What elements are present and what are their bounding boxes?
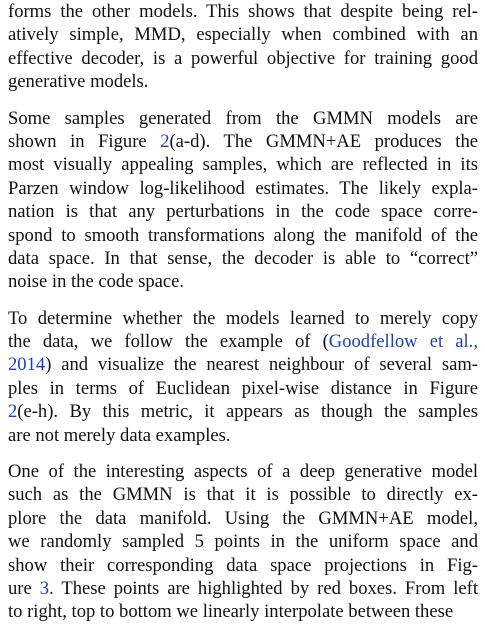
text-line [8, 23, 478, 46]
text-segment: One of the interesting aspects of a deep generative model [8, 461, 478, 483]
text-segment: ure [8, 577, 40, 599]
text-segment: data space. In that sense, the decoder is able to “correct” [8, 247, 478, 269]
paragraph-2 [8, 107, 478, 294]
reference-link[interactable]: 2 [8, 401, 18, 423]
text-segment: forms the other models. This shows that despite being rel- [8, 1, 478, 22]
text-line [8, 483, 478, 506]
text-segment: to right, top to bottom we linearly interpolate between these [8, 601, 454, 623]
text-line [8, 353, 478, 376]
text-line [8, 224, 478, 247]
text-segment: shown in Figure [8, 130, 161, 152]
text-segment: effective decoder, is a powerful objective for training good [8, 47, 478, 69]
text-line [8, 247, 478, 270]
text-line [8, 377, 478, 400]
text-segment: are not merely data examples. [8, 424, 231, 446]
paragraph-gap [8, 447, 478, 460]
reference-link[interactable]: 3 [39, 577, 50, 599]
text-line [8, 153, 478, 176]
paper-text-column [8, 0, 478, 624]
text-segment: generative models. [8, 71, 149, 93]
text-line [8, 424, 478, 447]
text-segment: To determine whether the models learned to merely copy [8, 307, 478, 329]
text-segment: the data, we follow the example of ( [8, 331, 329, 353]
text-line [8, 200, 478, 223]
text-segment: most visually appealing samples, which are reflected in its [8, 154, 478, 176]
reference-link[interactable]: 2014 [8, 354, 46, 376]
text-line [8, 330, 478, 353]
text-segment: (e-h). By this metric, it appears as though the samples [17, 401, 478, 423]
text-line [8, 270, 478, 293]
paragraph-4 [8, 460, 478, 624]
reference-link[interactable]: 2 [160, 130, 170, 152]
text-line [8, 600, 478, 623]
text-segment: Some samples generated from the GMMN models are [8, 107, 478, 129]
text-segment: noise in the code space. [8, 271, 185, 293]
text-line [8, 307, 478, 330]
text-line [8, 530, 478, 553]
text-line [8, 507, 478, 530]
text-segment: plore the data manifold. Using the GMMN+AE model, [8, 507, 478, 529]
text-segment: (a-d). The GMMN+AE produces the [169, 130, 479, 152]
paragraph-3 [8, 307, 478, 447]
text-line [8, 460, 478, 483]
paragraph-1 [8, 0, 478, 94]
text-line [8, 0, 478, 23]
text-segment: we randomly sampled 5 points in the uniform space and [8, 531, 478, 553]
text-line [8, 554, 478, 577]
text-segment: nation is that any perturbations in the code space corre- [8, 201, 478, 223]
text-segment: ) and visualize the nearest neighbour of several sam- [45, 354, 478, 376]
text-line [8, 130, 478, 153]
text-line [8, 47, 478, 70]
text-line [8, 107, 478, 130]
text-segment: show their corresponding data space projections in Fig- [8, 554, 478, 576]
paragraph-gap [8, 94, 478, 107]
text-segment: ples in terms of Euclidean pixel-wise distance in Figure [8, 377, 478, 399]
text-segment: . These points are highlighted by red boxes. From left [49, 577, 478, 599]
text-line [8, 577, 478, 600]
text-line [8, 177, 478, 200]
reference-link[interactable]: Goodfellow et al., [328, 331, 478, 353]
paragraph-gap [8, 294, 478, 307]
text-segment: spond to smooth transformations along the manifold of the [8, 224, 478, 246]
text-segment: such as the GMMN is that it is possible to directly ex- [8, 484, 478, 506]
text-segment: atively simple, MMD, especially when combined with an [8, 24, 478, 46]
text-segment: Parzen window log-likelihood estimates. The likely expla- [8, 177, 478, 199]
text-line [8, 70, 478, 93]
text-line [8, 400, 478, 423]
